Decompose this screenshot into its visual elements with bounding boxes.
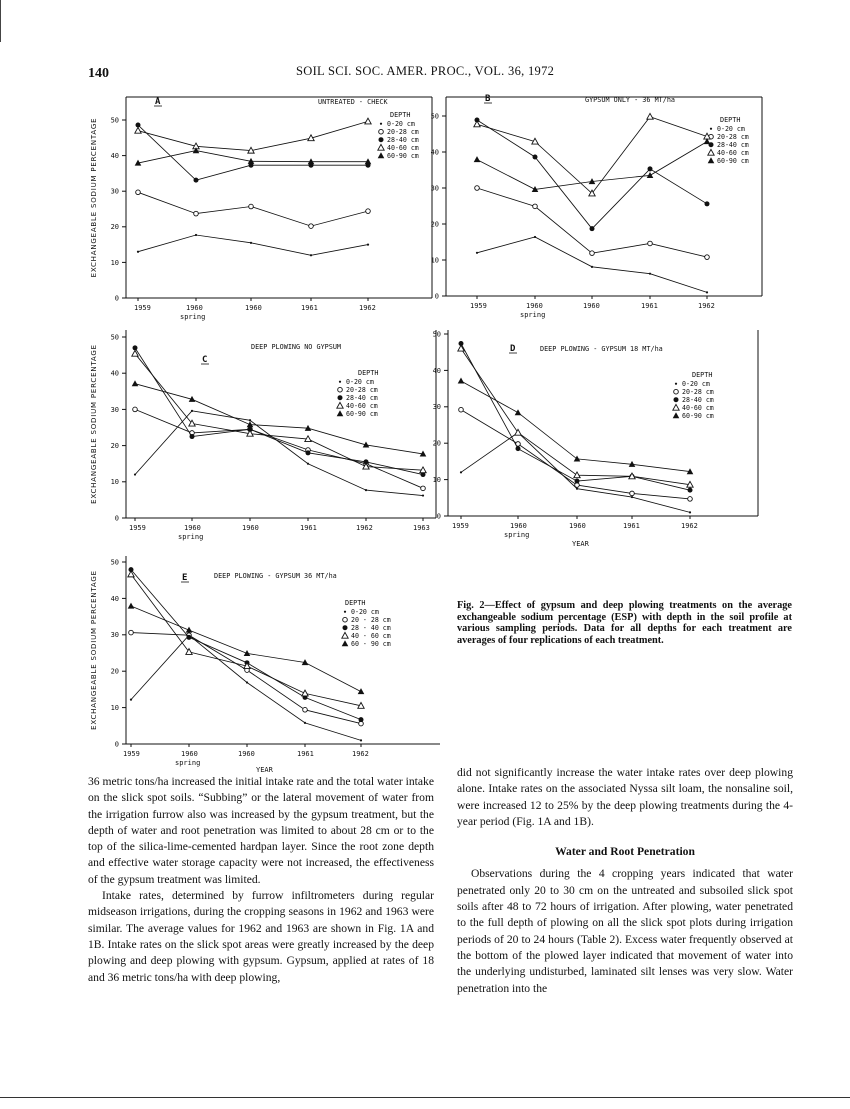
x-tick-label: 1960 — [181, 750, 198, 758]
y-tick-label: 10 — [430, 256, 439, 265]
data-point — [342, 640, 349, 646]
x-tick-label: 1962 — [698, 302, 715, 310]
legend-entry: 28-40 cm — [387, 136, 419, 144]
data-point — [689, 511, 691, 513]
legend-entry: 28-40 cm — [346, 394, 378, 402]
data-point — [673, 404, 679, 410]
y-tick-label: 30 — [110, 405, 119, 414]
data-point — [306, 450, 311, 455]
data-point — [591, 266, 593, 268]
series-line — [135, 354, 423, 471]
data-point — [307, 463, 309, 465]
data-point — [708, 157, 715, 163]
data-point — [673, 412, 680, 418]
y-tick-label: 50 — [110, 116, 119, 125]
x-tick-label: 1961 — [623, 522, 640, 530]
series-line — [477, 237, 707, 292]
data-point — [365, 158, 372, 164]
data-point — [136, 190, 141, 195]
x-tick-label: 1963 — [413, 524, 430, 532]
legend-entry: 60-90 cm — [387, 152, 419, 160]
section-heading: Water and Root Penetration — [555, 845, 695, 859]
y-tick-label: 0 — [436, 512, 441, 521]
y-tick-label: 20 — [110, 442, 119, 450]
data-point — [339, 381, 341, 383]
data-point — [379, 129, 384, 134]
y-tick-label: 0 — [434, 292, 439, 301]
y-tick-label: 0 — [114, 740, 119, 749]
legend-entry: 28-40 cm — [682, 396, 714, 404]
x-tick-label: 1960 — [569, 522, 586, 530]
panel-label: C — [202, 355, 208, 365]
data-point — [360, 739, 362, 741]
data-point — [303, 707, 308, 712]
chart-panel-c — [90, 330, 436, 541]
data-point — [338, 395, 343, 400]
x-tick-label: 1960 — [583, 302, 600, 310]
y-tick-label: 20 — [430, 220, 439, 229]
data-point — [365, 118, 371, 124]
data-point — [705, 201, 710, 206]
data-point — [186, 627, 193, 633]
x-tick-label: 1959 — [470, 302, 487, 310]
data-point — [129, 630, 134, 635]
x-tick-label: 1962 — [356, 524, 373, 532]
x-tick-label: 1960 — [184, 524, 201, 532]
y-axis-label: EXCHANGEABLE SODIUM PERCENTAGE — [90, 117, 98, 278]
data-point — [533, 204, 538, 209]
series-line — [135, 384, 423, 454]
x-sublabel: spring — [175, 759, 201, 767]
series-line — [461, 433, 690, 513]
chart-panel-a — [90, 97, 432, 321]
data-point — [308, 158, 315, 164]
legend-heading: DEPTH — [358, 369, 379, 377]
data-point — [337, 402, 343, 408]
x-tick-label: 1959 — [129, 524, 146, 532]
figure-caption: Fig. 2—Effect of gypsum and deep plowing treatments on the average exchangeable sodium percentage (ESP) with depth in the soil profile at various sampling periods. Data for all depths for each treatment are averages of four replications of each treatment. — [457, 600, 792, 646]
panel-label: E — [182, 573, 188, 583]
y-tick-label: 40 — [110, 369, 119, 378]
data-point — [130, 698, 132, 700]
panel-label: B — [485, 94, 491, 104]
data-point — [344, 611, 346, 613]
legend-entry: 40-60 cm — [387, 144, 419, 152]
legend-entry: 60-90 cm — [346, 410, 378, 418]
data-point — [194, 178, 199, 183]
panel-title: UNTREATED - CHECK — [318, 98, 388, 106]
legend-heading: DEPTH — [692, 371, 713, 379]
left-column — [88, 774, 434, 986]
data-point — [309, 224, 314, 229]
y-tick-label: 10 — [110, 704, 119, 712]
series-line — [135, 409, 423, 488]
x-tick-label: 1959 — [123, 750, 140, 758]
y-tick-label: 0 — [114, 514, 119, 523]
data-point — [706, 291, 708, 293]
panel-label: A — [155, 97, 161, 107]
data-point — [647, 113, 653, 119]
data-point — [249, 204, 254, 209]
legend-entry: 0-20 cm — [351, 608, 379, 616]
y-tick-label: 40 — [430, 148, 439, 157]
data-point — [302, 690, 308, 696]
series-line — [135, 348, 423, 475]
legend-entry: 60-90 cm — [717, 157, 749, 165]
series-line — [461, 344, 690, 491]
data-point — [534, 236, 536, 238]
data-point — [649, 273, 651, 275]
series-line — [131, 574, 361, 705]
data-point — [194, 211, 199, 216]
data-point — [516, 446, 521, 451]
series-line — [477, 188, 707, 257]
y-tick-label: 50 — [430, 112, 439, 121]
panel-label: D — [510, 344, 516, 354]
x-tick-label: 1962 — [352, 750, 369, 758]
chart-panel-b — [431, 94, 762, 319]
data-point — [515, 429, 521, 435]
legend-entry: 40-60 cm — [682, 404, 714, 412]
legend-entry: 40-60 cm — [346, 402, 378, 410]
legend-heading: DEPTH — [390, 111, 411, 119]
paragraph: Intake rates, determined by furrow infiltrometers during regular midseason irrigations, during the cropping seasons in 1962 and 1963 were similar. The average values for 1962 and 1963 are shown in Fig. 1A and 1B. Intake rates on the slick spot areas were greatly increased by the deep plowing and deep plowing with gypsum. Gypsum, applied at rates of 18 and 36 metric tons/ha with deep plowing, — [88, 889, 434, 984]
data-point — [631, 496, 633, 498]
data-point — [475, 186, 480, 191]
data-point — [515, 409, 522, 415]
y-tick-label: 30 — [110, 187, 119, 196]
series-line — [477, 120, 707, 229]
y-tick-label: 10 — [110, 478, 119, 487]
data-point — [705, 255, 710, 260]
y-tick-label: 40 — [432, 366, 441, 375]
paragraph: Observations during the 4 cropping years indicated that water penetrated only 20 to 30 cm on the untreated and subsoiled slick spot soils after 48 to 72 hours of irrigation. After plowing, water penetrated to the full depth of plowing on all the slick spot plots during irrigation periods of 20 to 24 hours (Table 2). Excess water frequently observed at the bottom of the plowed layer indicated that movement of water into the underlying undisturbed, laminated silt lenses was very slow. Water penetration into the — [457, 867, 793, 995]
data-point — [343, 617, 348, 622]
data-point — [460, 471, 462, 473]
x-sublabel: spring — [178, 533, 204, 541]
series-line — [131, 635, 361, 740]
data-point — [343, 625, 348, 630]
data-point — [249, 419, 251, 421]
series-line — [135, 411, 423, 496]
series-line — [131, 570, 361, 720]
x-tick-label: 1962 — [359, 304, 376, 312]
data-point — [135, 127, 141, 133]
data-point — [246, 681, 248, 683]
running-head: SOIL SCI. SOC. AMER. PROC., VOL. 36, 1972 — [296, 64, 555, 78]
x-tick-label: 1960 — [526, 302, 543, 310]
data-point — [304, 722, 306, 724]
data-point — [459, 407, 464, 412]
y-tick-label: 20 — [110, 223, 119, 232]
data-point — [190, 434, 195, 439]
y-tick-label: 30 — [432, 403, 441, 412]
series-line — [138, 235, 368, 255]
legend-entry: 28 - 40 cm — [351, 624, 391, 632]
legend-entry: 20-28 cm — [346, 386, 378, 394]
y-tick-label: 0 — [114, 294, 119, 303]
data-point — [378, 152, 385, 158]
y-axis-label: EXCHANGEABLE SODIUM PERCENTAGE — [90, 570, 98, 730]
data-point — [359, 717, 364, 722]
x-sublabel: spring — [504, 531, 530, 539]
data-point — [574, 455, 581, 461]
data-point — [575, 479, 580, 484]
data-point — [648, 166, 653, 171]
x-tick-label: 1961 — [300, 524, 317, 532]
x-tick-label: 1960 — [510, 522, 527, 530]
x-sublabel: spring — [180, 313, 206, 321]
data-point — [590, 251, 595, 256]
data-point — [576, 488, 578, 490]
chart-panel-d — [433, 330, 758, 539]
chart-panel-e — [90, 556, 440, 767]
data-point — [648, 241, 653, 246]
y-tick-label: 50 — [110, 558, 119, 567]
series-line — [131, 633, 361, 724]
legend-entry: 20-28 cm — [682, 388, 714, 396]
data-point — [133, 407, 138, 412]
panel-title: DEEP PLOWING - GYPSUM 18 MT/ha — [540, 345, 663, 353]
y-tick-label: 10 — [110, 258, 119, 267]
data-point — [337, 410, 344, 416]
data-point — [187, 635, 192, 640]
x-axis-title: YEAR — [572, 540, 589, 548]
data-point — [708, 149, 714, 155]
page-number: 140 — [88, 66, 109, 81]
series-line — [131, 606, 361, 692]
data-point — [191, 410, 193, 412]
y-tick-label: 30 — [110, 631, 119, 640]
x-sublabel: spring — [520, 311, 546, 319]
data-point — [310, 254, 312, 256]
x-tick-label: 1960 — [186, 304, 203, 312]
x-tick-label: 1961 — [297, 750, 314, 758]
data-point — [342, 632, 348, 638]
legend-entry: 28-40 cm — [717, 141, 749, 149]
y-tick-label: 20 — [110, 667, 119, 676]
data-point — [630, 491, 635, 496]
x-tick-label: 1960 — [245, 304, 262, 312]
data-point — [379, 137, 384, 142]
x-tick-label: 1959 — [452, 522, 469, 530]
x-tick-label: 1959 — [134, 304, 151, 312]
y-axis-label: EXCHANGEABLE SODIUM PERCENTAGE — [90, 344, 98, 504]
x-tick-label: 1962 — [681, 522, 698, 530]
data-point — [647, 172, 654, 178]
data-point — [338, 387, 343, 392]
data-point — [366, 209, 371, 214]
data-point — [134, 473, 136, 475]
y-tick-label: 20 — [432, 439, 441, 448]
data-point — [476, 252, 478, 254]
legend-entry: 0-20 cm — [682, 380, 710, 388]
y-tick-label: 50 — [110, 333, 119, 342]
legend-entry: 0-20 cm — [387, 120, 415, 128]
data-point — [378, 144, 384, 150]
y-tick-label: 50 — [432, 330, 441, 339]
legend-entry: 20-28 cm — [387, 128, 419, 136]
data-point — [458, 378, 465, 384]
legend-entry: 0-20 cm — [346, 378, 374, 386]
data-point — [380, 123, 382, 125]
legend-entry: 40-60 cm — [717, 149, 749, 157]
series-line — [461, 349, 690, 485]
x-axis-title: YEAR — [256, 766, 273, 774]
data-point — [533, 155, 538, 160]
data-point — [244, 650, 251, 656]
data-point — [365, 489, 367, 491]
paragraph: did not significantly increase the water intake rates over deep plowing alone. Intake rates on the associated Nyssa silt loam, the nonsaline soil, were increased 12 to 25% by the deep plowing treatments during the 4-year period (Fig. 1A and 1B). — [457, 766, 793, 828]
panel-title: DEEP PLOWING NO GYPSUM — [251, 343, 342, 351]
y-tick-label: 30 — [430, 184, 439, 193]
legend-entry: 40 - 60 cm — [351, 632, 391, 640]
data-point — [474, 156, 481, 162]
x-tick-label: 1960 — [238, 750, 255, 758]
data-point — [421, 486, 426, 491]
x-tick-label: 1960 — [242, 524, 259, 532]
data-point — [195, 234, 197, 236]
data-point — [358, 688, 365, 694]
data-point — [688, 497, 693, 502]
data-point — [675, 383, 677, 385]
bottom-rule — [0, 1097, 850, 1098]
x-tick-label: 1961 — [641, 302, 658, 310]
legend-heading: DEPTH — [720, 116, 741, 124]
y-tick-label: 40 — [110, 152, 119, 160]
data-point — [137, 251, 139, 253]
legend-entry: 20 - 28 cm — [351, 616, 391, 624]
legend-entry: 0-20 cm — [717, 125, 745, 133]
data-point — [590, 226, 595, 231]
y-tick-label: 40 — [110, 594, 119, 603]
legend-heading: DEPTH — [345, 599, 366, 607]
legend-entry: 20-28 cm — [717, 133, 749, 141]
data-point — [367, 244, 369, 246]
panel-title: GYPSUM ONLY - 36 MT/ha — [585, 96, 676, 104]
data-point — [250, 242, 252, 244]
data-point — [422, 494, 424, 496]
data-point — [128, 603, 135, 609]
data-point — [688, 488, 693, 493]
data-point — [674, 389, 679, 394]
data-point — [132, 380, 139, 386]
series-line — [138, 121, 368, 150]
data-point — [674, 397, 679, 402]
x-tick-label: 1961 — [301, 304, 318, 312]
panel-title: DEEP PLOWING - GYPSUM 36 MT/ha — [214, 572, 337, 580]
legend-entry: 60 - 90 cm — [351, 640, 391, 648]
y-tick-label: 10 — [432, 476, 441, 484]
data-point — [710, 128, 712, 130]
paragraph: 36 metric tons/ha increased the initial intake rate and the total water intake on the slick spot soils. “Subbing” or the lateral movement of water from the irrigation furrow also was increased by the gypsum treatment, but the depth of water and root penetration was limited to about 28 cm or to the top of the silica-lime-cemented hardpan layer. Since the root zone depth and effective water storage capacity were not increased, the effectiveness of the gypsum treatment was limited. — [88, 775, 434, 886]
legend-entry: 60-90 cm — [682, 412, 714, 420]
series-line — [138, 192, 368, 226]
series-line — [461, 381, 690, 472]
right-column — [457, 765, 793, 997]
